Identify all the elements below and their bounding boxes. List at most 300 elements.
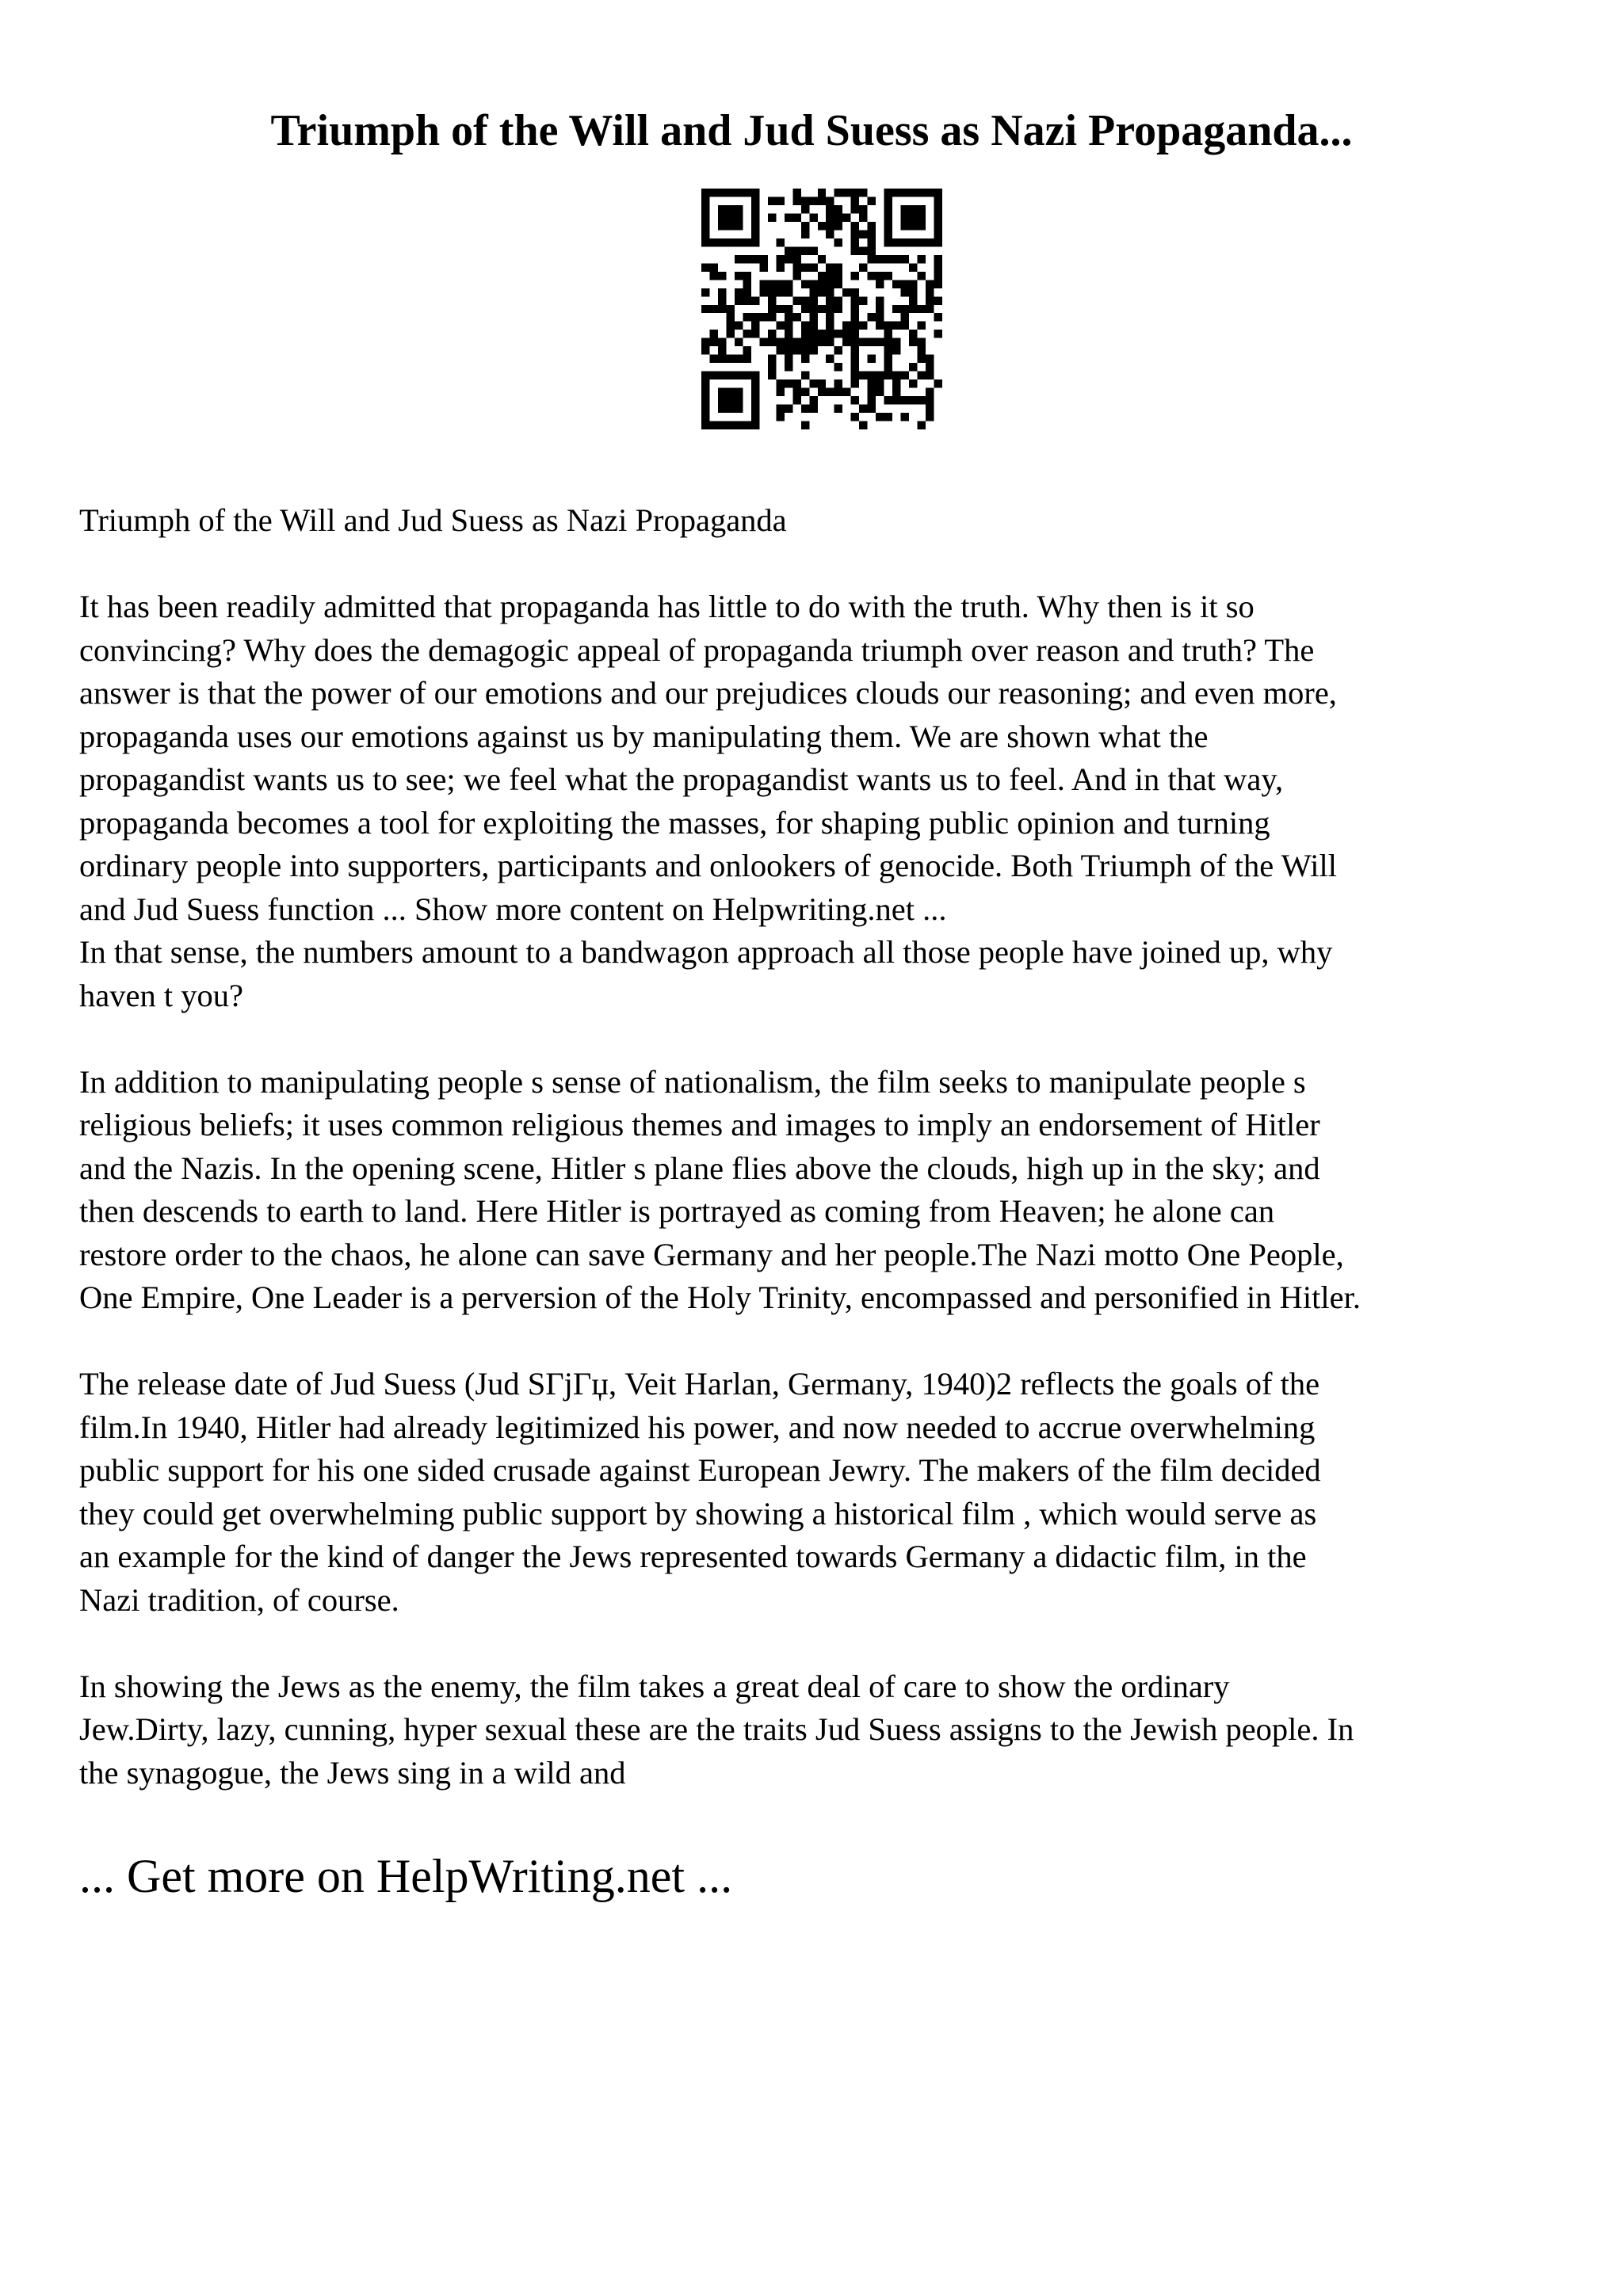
qr-module xyxy=(701,305,709,313)
qr-module xyxy=(718,388,726,396)
qr-module xyxy=(801,338,809,346)
qr-module xyxy=(735,322,743,330)
qr-module xyxy=(785,330,792,338)
paragraph-1: It has been readily admitted that propaganda has little to do with the truth. Why then is it so convincing? Why does the demagogic appeal of propaganda triumph over reason and truth? The answer is that the power of our emotions and our prejudices clouds our reasoning; and even more, propaganda uses our emotions against us by manipulating them. We are shown what the propagandist wants us to see; we feel what the propagandist wants us to feel. And in that way, propaganda becomes a tool for exploiting the masses, for shaping public opinion and turning ordinary people into supporters, participants and onlookers of genocide. Both Triumph of the Will and Jud Suess function ... Show more content on Helpwriting.net ... xyxy=(79,589,1337,927)
qr-module xyxy=(735,189,743,196)
qr-module xyxy=(842,388,850,396)
qr-module xyxy=(776,405,784,413)
qr-module xyxy=(901,288,909,296)
qr-module xyxy=(726,330,734,338)
qr-module xyxy=(809,330,817,338)
qr-module xyxy=(751,255,759,263)
qr-module xyxy=(926,363,934,371)
qr-module xyxy=(884,413,892,421)
qr-module xyxy=(884,222,892,230)
qr-module xyxy=(776,238,784,246)
qr-module xyxy=(726,213,734,221)
qr-module xyxy=(726,355,734,363)
qr-module xyxy=(934,213,942,221)
qr-module xyxy=(901,313,909,321)
qr-module xyxy=(909,296,917,304)
qr-module xyxy=(743,288,750,296)
qr-module xyxy=(726,405,734,413)
qr-module xyxy=(801,296,809,304)
qr-module xyxy=(826,296,834,304)
qr-module xyxy=(842,338,850,346)
qr-module xyxy=(851,313,859,321)
qr-module xyxy=(851,189,859,196)
qr-module xyxy=(851,272,859,280)
qr-module xyxy=(826,272,834,280)
qr-module xyxy=(926,238,934,246)
qr-module xyxy=(868,338,876,346)
qr-module xyxy=(701,338,709,346)
qr-module xyxy=(859,205,867,213)
qr-module xyxy=(892,388,900,396)
qr-module xyxy=(776,263,784,271)
qr-module xyxy=(718,189,726,196)
qr-module xyxy=(926,355,934,363)
qr-module xyxy=(768,355,776,363)
qr-module xyxy=(801,263,809,271)
qr-module xyxy=(759,288,767,296)
qr-module xyxy=(901,205,909,213)
qr-module xyxy=(909,263,917,271)
qr-module xyxy=(776,379,784,387)
qr-module xyxy=(726,396,734,404)
qr-module xyxy=(934,222,942,230)
qr-module xyxy=(892,189,900,196)
qr-module xyxy=(892,238,900,246)
qr-module xyxy=(826,322,834,330)
qr-module xyxy=(809,313,817,321)
qr-module xyxy=(801,205,809,213)
qr-module xyxy=(851,379,859,387)
qr-module xyxy=(901,213,909,221)
paragraph-4: The release date of Jud Suess (Jud SГјГџ, Veit Harlan, Germany, 1940)2 reflects the goals of the film.In 1940, Hitler had already legitimized his power, and now needed to accrue overwhelming public support for his one sided crusade against European Jewry. The makers of the film decided they could get overwhelming public support by showing a historical film , which would serve as an example for the kind of danger the Jews represented towards Germany a didactic film, in the Nazi tradition, of course. xyxy=(79,1366,1321,1618)
qr-module xyxy=(834,388,842,396)
qr-module xyxy=(809,280,817,288)
qr-module xyxy=(735,338,743,346)
qr-module xyxy=(934,280,942,288)
qr-module xyxy=(792,396,800,404)
qr-module xyxy=(884,255,892,263)
qr-module xyxy=(934,272,942,280)
qr-module xyxy=(718,405,726,413)
heading-line: Triumph of the Will and Jud Suess as Nazi Propaganda xyxy=(79,502,787,538)
qr-module xyxy=(868,313,876,321)
qr-module xyxy=(709,338,717,346)
qr-module xyxy=(768,363,776,371)
qr-module xyxy=(751,322,759,330)
qr-module xyxy=(876,296,884,304)
qr-module xyxy=(918,189,926,196)
qr-module xyxy=(851,205,859,213)
qr-module xyxy=(818,305,826,313)
qr-module xyxy=(884,338,892,346)
get-more-link[interactable]: ... Get more on HelpWriting.net ... xyxy=(79,1850,733,1902)
qr-module xyxy=(868,379,876,387)
qr-code-icon[interactable] xyxy=(701,189,942,429)
qr-module xyxy=(751,413,759,421)
qr-module xyxy=(918,421,926,429)
qr-module xyxy=(709,330,717,338)
qr-module xyxy=(709,238,717,246)
qr-module xyxy=(851,372,859,379)
qr-module xyxy=(735,205,743,213)
qr-module xyxy=(918,346,926,354)
qr-module xyxy=(842,189,850,196)
qr-module xyxy=(785,305,792,313)
qr-module xyxy=(718,372,726,379)
qr-module xyxy=(735,255,743,263)
qr-module xyxy=(751,196,759,204)
qr-module xyxy=(743,372,750,379)
qr-module xyxy=(768,196,776,204)
qr-module xyxy=(718,288,726,296)
qr-module xyxy=(818,272,826,280)
qr-module xyxy=(743,280,750,288)
qr-module xyxy=(768,288,776,296)
qr-module xyxy=(884,189,892,196)
qr-module xyxy=(909,288,917,296)
qr-module xyxy=(918,213,926,221)
qr-module xyxy=(718,355,726,363)
qr-module xyxy=(701,288,709,296)
qr-module xyxy=(851,288,859,296)
qr-module xyxy=(834,280,842,288)
qr-module xyxy=(859,405,867,413)
qr-module xyxy=(818,338,826,346)
qr-module xyxy=(868,196,876,204)
qr-module xyxy=(776,388,784,396)
qr-module xyxy=(743,421,750,429)
qr-module xyxy=(901,413,909,421)
qr-module xyxy=(809,322,817,330)
qr-module xyxy=(743,330,750,338)
qr-module xyxy=(909,363,917,371)
qr-module xyxy=(785,246,792,254)
qr-module xyxy=(751,296,759,304)
qr-module xyxy=(718,222,726,230)
qr-module xyxy=(726,313,734,321)
qr-module xyxy=(934,263,942,271)
qr-module xyxy=(834,263,842,271)
qr-module xyxy=(743,238,750,246)
qr-module xyxy=(709,263,717,271)
qr-module xyxy=(918,305,926,313)
qr-module xyxy=(818,288,826,296)
qr-module xyxy=(751,222,759,230)
qr-module xyxy=(801,346,809,354)
qr-module xyxy=(718,396,726,404)
qr-module xyxy=(743,255,750,263)
qr-module xyxy=(743,189,750,196)
qr-module xyxy=(826,263,834,271)
qr-module xyxy=(909,330,917,338)
qr-module xyxy=(809,405,817,413)
qr-module xyxy=(851,238,859,246)
qr-module xyxy=(876,388,884,396)
qr-module xyxy=(785,363,792,371)
qr-module xyxy=(884,272,892,280)
qr-module xyxy=(892,346,900,354)
qr-module xyxy=(809,379,817,387)
qr-module xyxy=(701,213,709,221)
qr-module xyxy=(926,413,934,421)
qr-module xyxy=(918,205,926,213)
qr-module xyxy=(792,255,800,263)
qr-module xyxy=(826,222,834,230)
qr-module xyxy=(851,413,859,421)
paragraph-2: In that sense, the numbers amount to a bandwagon approach all those people have joined up, why haven t you? xyxy=(79,934,1333,1013)
qr-module xyxy=(884,213,892,221)
qr-module xyxy=(818,189,826,196)
qr-module xyxy=(776,346,784,354)
qr-module xyxy=(701,238,709,246)
qr-module xyxy=(884,372,892,379)
qr-module xyxy=(909,379,917,387)
qr-module xyxy=(826,355,834,363)
qr-module xyxy=(751,189,759,196)
qr-module xyxy=(884,238,892,246)
qr-module xyxy=(868,405,876,413)
qr-module xyxy=(785,288,792,296)
qr-module xyxy=(726,222,734,230)
qr-module xyxy=(776,280,784,288)
qr-module xyxy=(776,338,784,346)
qr-module xyxy=(884,205,892,213)
qr-module xyxy=(768,338,776,346)
qr-module xyxy=(851,355,859,363)
qr-module xyxy=(876,313,884,321)
qr-module xyxy=(892,255,900,263)
qr-module xyxy=(851,296,859,304)
qr-module xyxy=(785,322,792,330)
qr-module xyxy=(759,255,767,263)
qr-module xyxy=(876,305,884,313)
qr-module xyxy=(901,396,909,404)
qr-module xyxy=(709,305,717,313)
qr-module xyxy=(934,330,942,338)
qr-module xyxy=(926,280,934,288)
qr-module xyxy=(785,355,792,363)
qr-module xyxy=(735,222,743,230)
qr-module xyxy=(751,421,759,429)
qr-module xyxy=(868,246,876,254)
qr-module xyxy=(768,280,776,288)
qr-module xyxy=(801,196,809,204)
qr-module xyxy=(801,222,809,230)
qr-module xyxy=(785,379,792,387)
qr-module xyxy=(759,280,767,288)
qr-module xyxy=(834,213,842,221)
qr-module xyxy=(776,255,784,263)
qr-module xyxy=(934,189,942,196)
qr-module xyxy=(851,222,859,230)
qr-module xyxy=(743,355,750,363)
qr-module xyxy=(743,346,750,354)
qr-module xyxy=(818,388,826,396)
qr-module xyxy=(718,346,726,354)
qr-module xyxy=(826,330,834,338)
qr-module xyxy=(751,205,759,213)
qr-module xyxy=(726,305,734,313)
qr-module xyxy=(792,346,800,354)
qr-module xyxy=(892,305,900,313)
qr-module xyxy=(834,205,842,213)
qr-module xyxy=(718,213,726,221)
qr-module xyxy=(851,322,859,330)
qr-module xyxy=(792,213,800,221)
qr-module xyxy=(859,421,867,429)
qr-module xyxy=(818,255,826,263)
qr-module xyxy=(735,372,743,379)
qr-module xyxy=(851,196,859,204)
qr-module xyxy=(826,388,834,396)
qr-module xyxy=(934,379,942,387)
qr-module xyxy=(851,346,859,354)
qr-module xyxy=(751,313,759,321)
qr-module xyxy=(701,230,709,238)
qr-module xyxy=(792,313,800,321)
qr-module xyxy=(718,305,726,313)
qr-module xyxy=(834,238,842,246)
qr-module xyxy=(884,355,892,363)
qr-module xyxy=(768,213,776,221)
qr-module xyxy=(934,230,942,238)
qr-module xyxy=(776,305,784,313)
qr-module xyxy=(892,280,900,288)
qr-module xyxy=(918,322,926,330)
qr-module xyxy=(876,280,884,288)
qr-module xyxy=(718,238,726,246)
qr-module xyxy=(859,263,867,271)
qr-module xyxy=(726,238,734,246)
qr-module xyxy=(868,222,876,230)
qr-module xyxy=(701,372,709,379)
qr-module xyxy=(818,330,826,338)
qr-module xyxy=(901,189,909,196)
qr-module xyxy=(834,222,842,230)
qr-module xyxy=(801,388,809,396)
qr-module xyxy=(834,346,842,354)
qr-module xyxy=(801,246,809,254)
qr-module xyxy=(801,372,809,379)
qr-module xyxy=(826,213,834,221)
qr-module xyxy=(909,280,917,288)
qr-module xyxy=(701,421,709,429)
qr-module xyxy=(735,355,743,363)
qr-module xyxy=(809,196,817,204)
qr-module xyxy=(876,413,884,421)
qr-module xyxy=(909,338,917,346)
qr-module xyxy=(909,396,917,404)
qr-module xyxy=(901,372,909,379)
qr-module xyxy=(834,305,842,313)
qr-module xyxy=(701,388,709,396)
qr-module xyxy=(701,405,709,413)
qr-module xyxy=(743,313,750,321)
qr-module xyxy=(709,272,717,280)
qr-module xyxy=(876,255,884,263)
qr-module xyxy=(868,230,876,238)
qr-module xyxy=(735,272,743,280)
qr-module xyxy=(926,405,934,413)
qr-module xyxy=(826,313,834,321)
qr-module xyxy=(859,189,867,196)
qr-module xyxy=(718,205,726,213)
qr-module xyxy=(759,338,767,346)
qr-module xyxy=(859,296,867,304)
qr-module xyxy=(926,305,934,313)
qr-module xyxy=(868,238,876,246)
qr-module xyxy=(876,379,884,387)
qr-module xyxy=(926,388,934,396)
qr-module xyxy=(726,205,734,213)
qr-module xyxy=(792,246,800,254)
paragraph-5: In showing the Jews as the enemy, the film takes a great deal of care to show the ordinary Jew.Dirty, lazy, cunning, hyper sexual these are the traits Jud Suess assigns to the Jewish people. In the synagogue, the Jews sing in a wild and xyxy=(79,1668,1354,1791)
qr-module xyxy=(759,313,767,321)
qr-module xyxy=(859,372,867,379)
qr-module xyxy=(785,346,792,354)
qr-module xyxy=(884,230,892,238)
qr-module xyxy=(818,196,826,204)
qr-module xyxy=(751,230,759,238)
qr-module xyxy=(792,338,800,346)
qr-module xyxy=(876,338,884,346)
qr-module xyxy=(726,322,734,330)
qr-module xyxy=(868,272,876,280)
qr-module xyxy=(859,213,867,221)
qr-module xyxy=(909,222,917,230)
qr-module xyxy=(735,288,743,296)
qr-module xyxy=(834,272,842,280)
qr-module xyxy=(842,213,850,221)
qr-module xyxy=(868,372,876,379)
qr-module xyxy=(918,338,926,346)
qr-module xyxy=(876,322,884,330)
qr-module xyxy=(776,196,784,204)
qr-module xyxy=(751,396,759,404)
qr-module xyxy=(701,189,709,196)
qr-module xyxy=(759,263,767,271)
qr-module xyxy=(901,222,909,230)
qr-module xyxy=(868,396,876,404)
qr-module xyxy=(801,230,809,238)
qr-module xyxy=(785,255,792,263)
qr-module xyxy=(892,322,900,330)
qr-module xyxy=(918,238,926,246)
qr-module xyxy=(768,305,776,313)
qr-module xyxy=(901,305,909,313)
qr-module xyxy=(809,288,817,296)
qr-module xyxy=(792,296,800,304)
qr-module xyxy=(926,288,934,296)
qr-module xyxy=(751,330,759,338)
qr-module xyxy=(801,405,809,413)
qr-module xyxy=(751,238,759,246)
qr-module xyxy=(926,396,934,404)
qr-module xyxy=(892,338,900,346)
qr-module xyxy=(792,379,800,387)
qr-module xyxy=(842,288,850,296)
qr-module xyxy=(809,338,817,346)
paragraph-3: In addition to manipulating people s sense of nationalism, the film seeks to manipulate people s religious beliefs; it uses common religious themes and images to imply an endorsement of Hitler and the Nazis. In the opening scene, Hitler s plane flies above the clouds, high up in the sky; and then descends to earth to land. Here Hitler is portrayed as coming from Heaven; he alone can restore order to the chaos, he alone can save Germany and her people.The Nazi motto One People, One Empire, One Leader is a perversion of the Holy Trinity, encompassed and personified in Hitler. xyxy=(79,1063,1361,1315)
qr-module xyxy=(735,238,743,246)
qr-module xyxy=(801,280,809,288)
qr-module xyxy=(701,413,709,421)
